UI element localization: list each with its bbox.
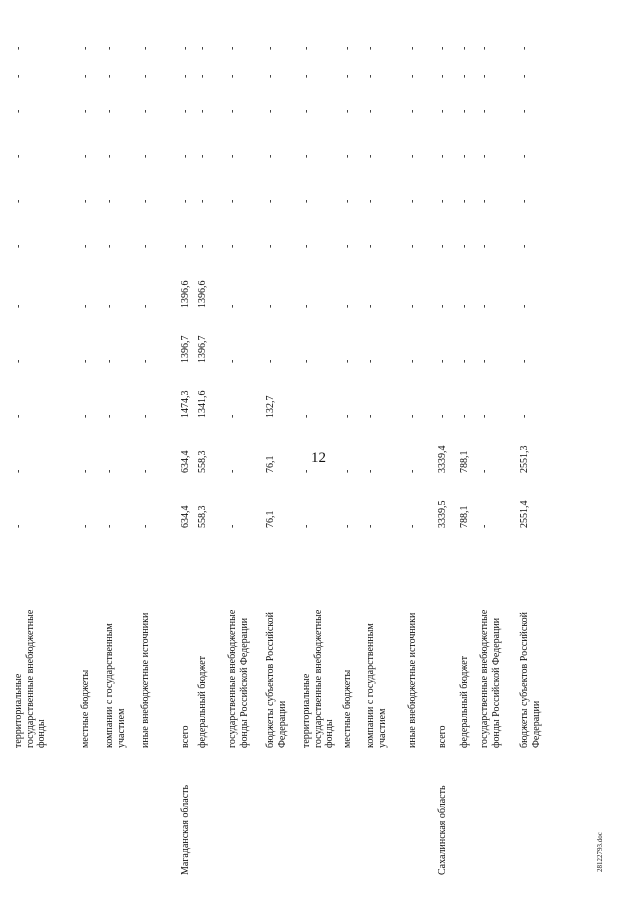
value-cell: - — [459, 244, 470, 248]
value-cell: 76,1 — [265, 455, 276, 473]
funding-source-label: территориальные государственные внебюджетные фонды — [13, 609, 47, 748]
funding-source-label: территориальные государственные внебюджетные фонды — [301, 609, 335, 748]
value-cell: 3339,4 — [437, 445, 448, 473]
value-cell: - — [437, 244, 448, 248]
value-cell: - — [479, 199, 490, 203]
value-cell: - — [479, 469, 490, 473]
value-cell: - — [13, 244, 24, 248]
value-cell: - — [227, 74, 238, 78]
value-cell: - — [13, 154, 24, 158]
value-cell: - — [479, 154, 490, 158]
value-cell: - — [180, 199, 191, 203]
value-cell: 1396,6 — [180, 280, 191, 308]
value-cell: - — [104, 109, 115, 113]
value-cell: 1396,7 — [197, 335, 208, 363]
value-cell: - — [479, 414, 490, 418]
value-cell: - — [265, 46, 276, 50]
value-cell: - — [519, 304, 530, 308]
value-cell: - — [459, 304, 470, 308]
value-cell: - — [301, 414, 312, 418]
value-cell: - — [197, 154, 208, 158]
value-cell: - — [265, 359, 276, 363]
value-cell: - — [479, 46, 490, 50]
value-cell: - — [227, 469, 238, 473]
value-cell: - — [197, 74, 208, 78]
value-cell: - — [104, 359, 115, 363]
value-cell: - — [227, 199, 238, 203]
value-cell: - — [13, 304, 24, 308]
value-cell: - — [437, 109, 448, 113]
value-cell: - — [227, 414, 238, 418]
value-cell: - — [140, 46, 151, 50]
value-cell: - — [407, 199, 418, 203]
value-cell: - — [80, 109, 91, 113]
value-cell: - — [479, 359, 490, 363]
funding-source-label: компании с государственным участием — [365, 623, 388, 748]
value-cell: - — [265, 304, 276, 308]
value-cell: - — [140, 244, 151, 248]
value-cell: - — [519, 244, 530, 248]
value-cell: 1396,6 — [197, 280, 208, 308]
value-cell: - — [301, 359, 312, 363]
value-cell: - — [519, 414, 530, 418]
value-cell: - — [180, 154, 191, 158]
value-cell: - — [80, 469, 91, 473]
funding-source-label: всего — [437, 725, 448, 748]
value-cell: - — [459, 199, 470, 203]
funding-source-label: иные внебюджетные источники — [140, 612, 151, 748]
value-cell: - — [407, 469, 418, 473]
value-cell: - — [342, 524, 353, 528]
value-cell: - — [459, 154, 470, 158]
value-cell: - — [140, 74, 151, 78]
value-cell: - — [301, 524, 312, 528]
value-cell: - — [519, 199, 530, 203]
value-cell: - — [197, 109, 208, 113]
value-cell: 634,4 — [180, 450, 191, 473]
value-cell: - — [140, 469, 151, 473]
value-cell: - — [342, 199, 353, 203]
funding-source-label: всего — [180, 725, 191, 748]
value-cell: 788,1 — [459, 505, 470, 528]
value-cell: 558,3 — [197, 505, 208, 528]
value-cell: - — [13, 199, 24, 203]
value-cell: - — [407, 109, 418, 113]
value-cell: - — [227, 359, 238, 363]
value-cell: - — [180, 46, 191, 50]
value-cell: 3339,5 — [437, 500, 448, 528]
value-cell: - — [265, 154, 276, 158]
value-cell: - — [301, 244, 312, 248]
value-cell: - — [459, 414, 470, 418]
value-cell: - — [80, 154, 91, 158]
value-cell: - — [13, 359, 24, 363]
value-cell: - — [80, 304, 91, 308]
value-cell: - — [365, 199, 376, 203]
value-cell: - — [342, 414, 353, 418]
value-cell: - — [519, 74, 530, 78]
value-cell: - — [140, 524, 151, 528]
value-cell: - — [437, 46, 448, 50]
value-cell: 634,4 — [180, 505, 191, 528]
value-cell: - — [197, 46, 208, 50]
funding-source-label: федеральный бюджет — [459, 655, 470, 748]
value-cell: - — [227, 244, 238, 248]
value-cell: - — [140, 414, 151, 418]
value-cell: - — [342, 244, 353, 248]
value-cell: - — [437, 74, 448, 78]
value-cell: - — [104, 199, 115, 203]
value-cell: - — [365, 304, 376, 308]
value-cell: - — [104, 74, 115, 78]
value-cell: - — [479, 304, 490, 308]
value-cell: - — [519, 154, 530, 158]
value-cell: - — [407, 244, 418, 248]
value-cell: - — [459, 74, 470, 78]
value-cell: - — [365, 74, 376, 78]
budget-table — [5, 40, 595, 875]
value-cell: - — [437, 154, 448, 158]
funding-source-label: государственные внебюджетные фонды Российской Федерации — [227, 609, 250, 748]
value-cell: - — [265, 244, 276, 248]
value-cell: - — [104, 524, 115, 528]
value-cell: - — [13, 74, 24, 78]
value-cell: - — [407, 304, 418, 308]
funding-source-label: компании с государственным участием — [104, 623, 127, 748]
value-cell: - — [227, 46, 238, 50]
value-cell: - — [140, 109, 151, 113]
value-cell: 1341,6 — [197, 390, 208, 418]
value-cell: - — [407, 154, 418, 158]
value-cell: - — [365, 154, 376, 158]
value-cell: - — [342, 359, 353, 363]
value-cell: - — [301, 154, 312, 158]
document-filename: 28122793.doc — [596, 832, 604, 872]
value-cell: - — [80, 199, 91, 203]
funding-source-label: иные внебюджетные источники — [407, 612, 418, 748]
value-cell: - — [519, 46, 530, 50]
value-cell: - — [342, 304, 353, 308]
value-cell: 1474,3 — [180, 390, 191, 418]
value-cell: - — [104, 46, 115, 50]
value-cell: - — [180, 74, 191, 78]
value-cell: 2551,4 — [519, 500, 530, 528]
value-cell: - — [519, 359, 530, 363]
value-cell: - — [519, 109, 530, 113]
value-cell: - — [437, 414, 448, 418]
value-cell: - — [13, 46, 24, 50]
value-cell: - — [342, 46, 353, 50]
value-cell: - — [104, 414, 115, 418]
page-number: 12 — [311, 450, 326, 466]
value-cell: - — [342, 109, 353, 113]
value-cell: - — [140, 199, 151, 203]
funding-source-label: федеральный бюджет — [197, 655, 208, 748]
value-cell: - — [140, 359, 151, 363]
region-name: Сахалинская область — [437, 785, 448, 875]
value-cell: - — [459, 109, 470, 113]
value-cell: - — [227, 109, 238, 113]
value-cell: - — [365, 359, 376, 363]
value-cell: - — [407, 74, 418, 78]
value-cell: - — [301, 304, 312, 308]
funding-source-label: государственные внебюджетные фонды Российской Федерации — [479, 609, 502, 748]
value-cell: - — [265, 199, 276, 203]
value-cell: - — [479, 109, 490, 113]
value-cell: - — [342, 74, 353, 78]
value-cell: - — [80, 359, 91, 363]
value-cell: - — [301, 74, 312, 78]
value-cell: - — [140, 304, 151, 308]
value-cell: - — [301, 46, 312, 50]
value-cell: - — [479, 524, 490, 528]
value-cell: - — [80, 74, 91, 78]
value-cell: - — [180, 244, 191, 248]
value-cell: 2551,3 — [519, 445, 530, 473]
value-cell: - — [301, 109, 312, 113]
value-cell: - — [104, 469, 115, 473]
value-cell: - — [365, 414, 376, 418]
value-cell: - — [365, 469, 376, 473]
value-cell: - — [437, 304, 448, 308]
value-cell: - — [407, 414, 418, 418]
value-cell: - — [342, 469, 353, 473]
value-cell: - — [437, 359, 448, 363]
value-cell: - — [13, 469, 24, 473]
value-cell: - — [407, 524, 418, 528]
value-cell: - — [301, 199, 312, 203]
value-cell: - — [365, 244, 376, 248]
value-cell: - — [80, 524, 91, 528]
funding-source-label: местные бюджеты — [80, 669, 91, 748]
value-cell: - — [13, 524, 24, 528]
funding-source-label: местные бюджеты — [342, 669, 353, 748]
value-cell: - — [437, 199, 448, 203]
value-cell: - — [104, 154, 115, 158]
value-cell: 788,1 — [459, 450, 470, 473]
value-cell: - — [342, 154, 353, 158]
value-cell: - — [265, 109, 276, 113]
value-cell: - — [479, 74, 490, 78]
value-cell: - — [227, 154, 238, 158]
value-cell: - — [13, 414, 24, 418]
value-cell: - — [459, 359, 470, 363]
funding-source-label: бюджеты субъектов Российской Федерации — [265, 611, 288, 748]
value-cell: - — [180, 109, 191, 113]
value-cell: 1396,7 — [180, 335, 191, 363]
value-cell: - — [227, 304, 238, 308]
funding-source-label: бюджеты субъектов Российской Федерации — [519, 611, 542, 748]
value-cell: - — [407, 359, 418, 363]
value-cell: 76,1 — [265, 510, 276, 528]
value-cell: - — [140, 154, 151, 158]
value-cell: - — [227, 524, 238, 528]
value-cell: - — [365, 109, 376, 113]
value-cell: - — [197, 244, 208, 248]
value-cell: - — [104, 304, 115, 308]
value-cell: - — [80, 46, 91, 50]
value-cell: - — [80, 244, 91, 248]
value-cell: - — [459, 46, 470, 50]
value-cell: - — [13, 109, 24, 113]
value-cell: - — [197, 199, 208, 203]
value-cell: - — [365, 524, 376, 528]
region-name: Магаданская область — [180, 784, 191, 875]
value-cell: - — [365, 46, 376, 50]
value-cell: - — [479, 244, 490, 248]
value-cell: - — [301, 469, 312, 473]
value-cell: - — [104, 244, 115, 248]
value-cell: - — [80, 414, 91, 418]
value-cell: - — [265, 74, 276, 78]
value-cell: 132,7 — [265, 395, 276, 418]
value-cell: - — [407, 46, 418, 50]
value-cell: 558,3 — [197, 450, 208, 473]
